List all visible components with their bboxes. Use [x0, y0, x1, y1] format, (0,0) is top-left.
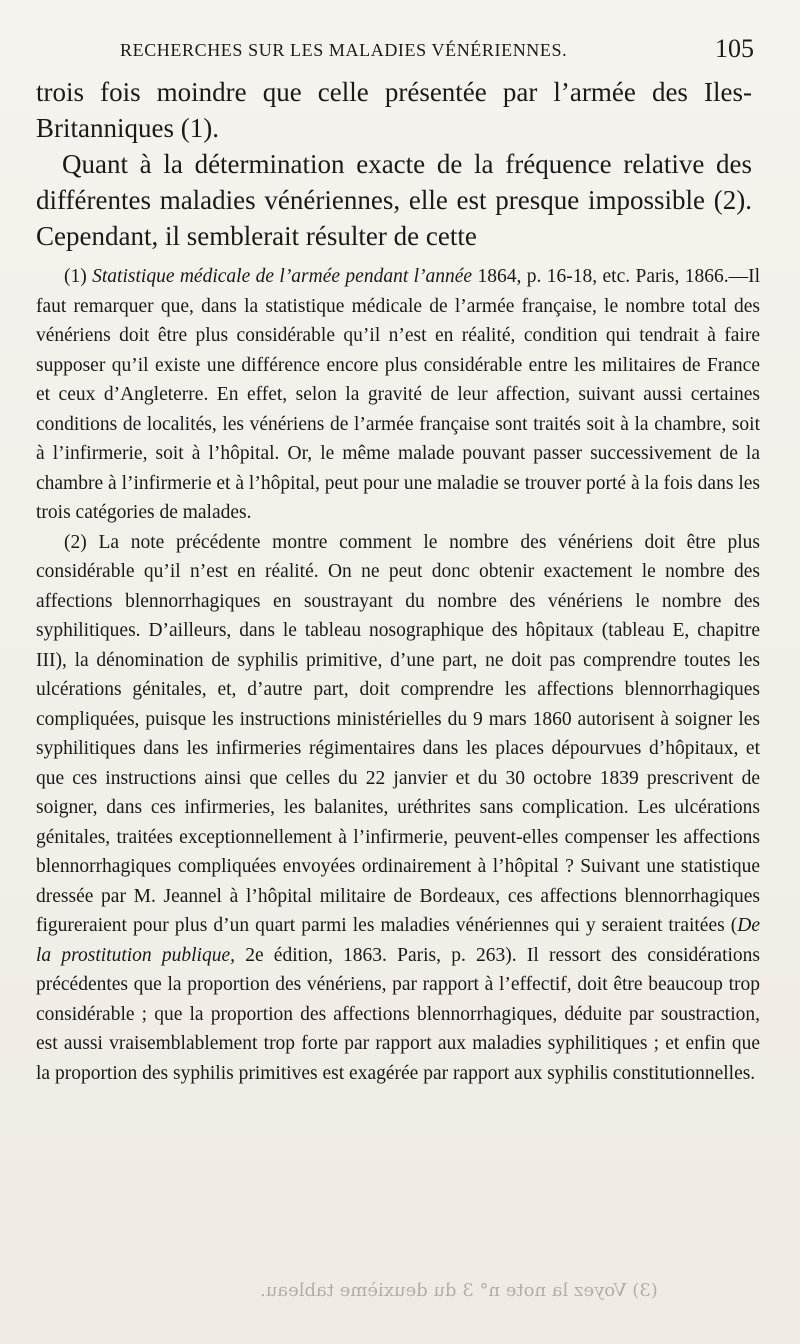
footnote-text: La note précédente montre comment le nombre des vénériens doit être plus considérable qu’il n’est en réalité. On ne peut donc obtenir exactement le nombre des affections blennorrhagiques en soustrayant du nombre des vénériens le nombre des syphilitiques. D’ailleurs, dans le tableau nosographique des hôpitaux (tableau E, chapitre III), la dénomination de syphilis primitive, d’une part, ne doit pas comprendre toutes les ulcérations génitales, et, d’autre part, doit comprendre les affections blennorrhagiques compliquées, puisque les instructions ministérielles du 9 mars 1860 autorisent à soigner les syphilitiques dans les infirmeries régimentaires dans les places dépourvues d’hôpitaux, et que ces instructions ainsi que celles du 22 janvier et du 30 octobre 1839 prescrivent de soigner, dans ces infirmeries, les balanites, uréthrites sans complication. Les ulcérations génitales, traitées exceptionnellement à l’infirmerie, peuvent-elles compenser les affections blennorrhagiques compliquées envoyées ordinairement à l’hôpital ? Suivant une statistique dressée par M. Jeannel à l’hôpital militaire de Bordeaux, ces affections blennorrhagiques figureraient pour plus d’un quart parmi les maladies vénériennes qui y seraient traitées ( [36, 531, 761, 936]
footnote-mark: (2) [64, 531, 87, 553]
bleed-through-text: (3) Voyez la note n° 3 du deuxième tableau. [260, 1280, 658, 1301]
footnote-1 [36, 262, 760, 528]
main-text [36, 74, 752, 254]
footnote-text: 1864, p. 16-18, etc. Paris, 1866.—Il faut remarquer que, dans la statistique médicale de l’armée française, le nombre total des vénériens doit être plus considérable qu’il n’est en réalité, condition qui tendrait à faire supposer qu’il existe une différence encore plus considérable entre les militaires de France et ceux d’Angleterre. En effet, selon la gravité de leur affection, suivant aussi certaines conditions de localités, les vénériens de l’armée française sont traités soit à la chambre, soit à l’infirmerie, soit à l’hôpital. Or, le même malade pouvant passer successivement de la chambre à l’infirmerie et à l’hôpital, peut pour une maladie se trouver porté à la fois dans les trois catégories de malades. [36, 266, 761, 523]
footnote-2 [36, 528, 760, 1089]
paragraph: Quant à la détermination exacte de la fréquence relative des différentes maladies vénériennes, elle est presque impossible (2). Cependant, il semblerait résulter de cette [36, 149, 752, 251]
footnote-citation: De la prostitution publique, [36, 915, 760, 966]
footnotes [36, 262, 760, 1088]
footnote-title: Statistique médicale de l’armée pendant l’année [92, 266, 473, 287]
running-head: RECHERCHES SUR LES MALADIES VÉNÉRIENNES. [120, 40, 568, 60]
paragraph-continuation: trois fois moindre que celle présentée par l’armée des Iles-Britanniques (1). [36, 77, 752, 143]
footnote-text-continued: 2e édition, 1863. Paris, p. 263). Il ressort des considérations précédentes que la proportion des vénériens, par rapport à l’effectif, doit être beaucoup trop considérable ; que la proportion des affections blennorrhagiques, déduite par soustraction, est aussi vraisemblablement trop forte par rapport aux maladies syphilitiques ; et enfin que la proportion des syphilis primitives est exagérée par rapport aux syphilis constitutionnelles. [36, 944, 760, 1084]
footnote-mark: (1) [64, 266, 87, 287]
page-header [40, 34, 754, 68]
page-number: 105 [715, 34, 754, 63]
